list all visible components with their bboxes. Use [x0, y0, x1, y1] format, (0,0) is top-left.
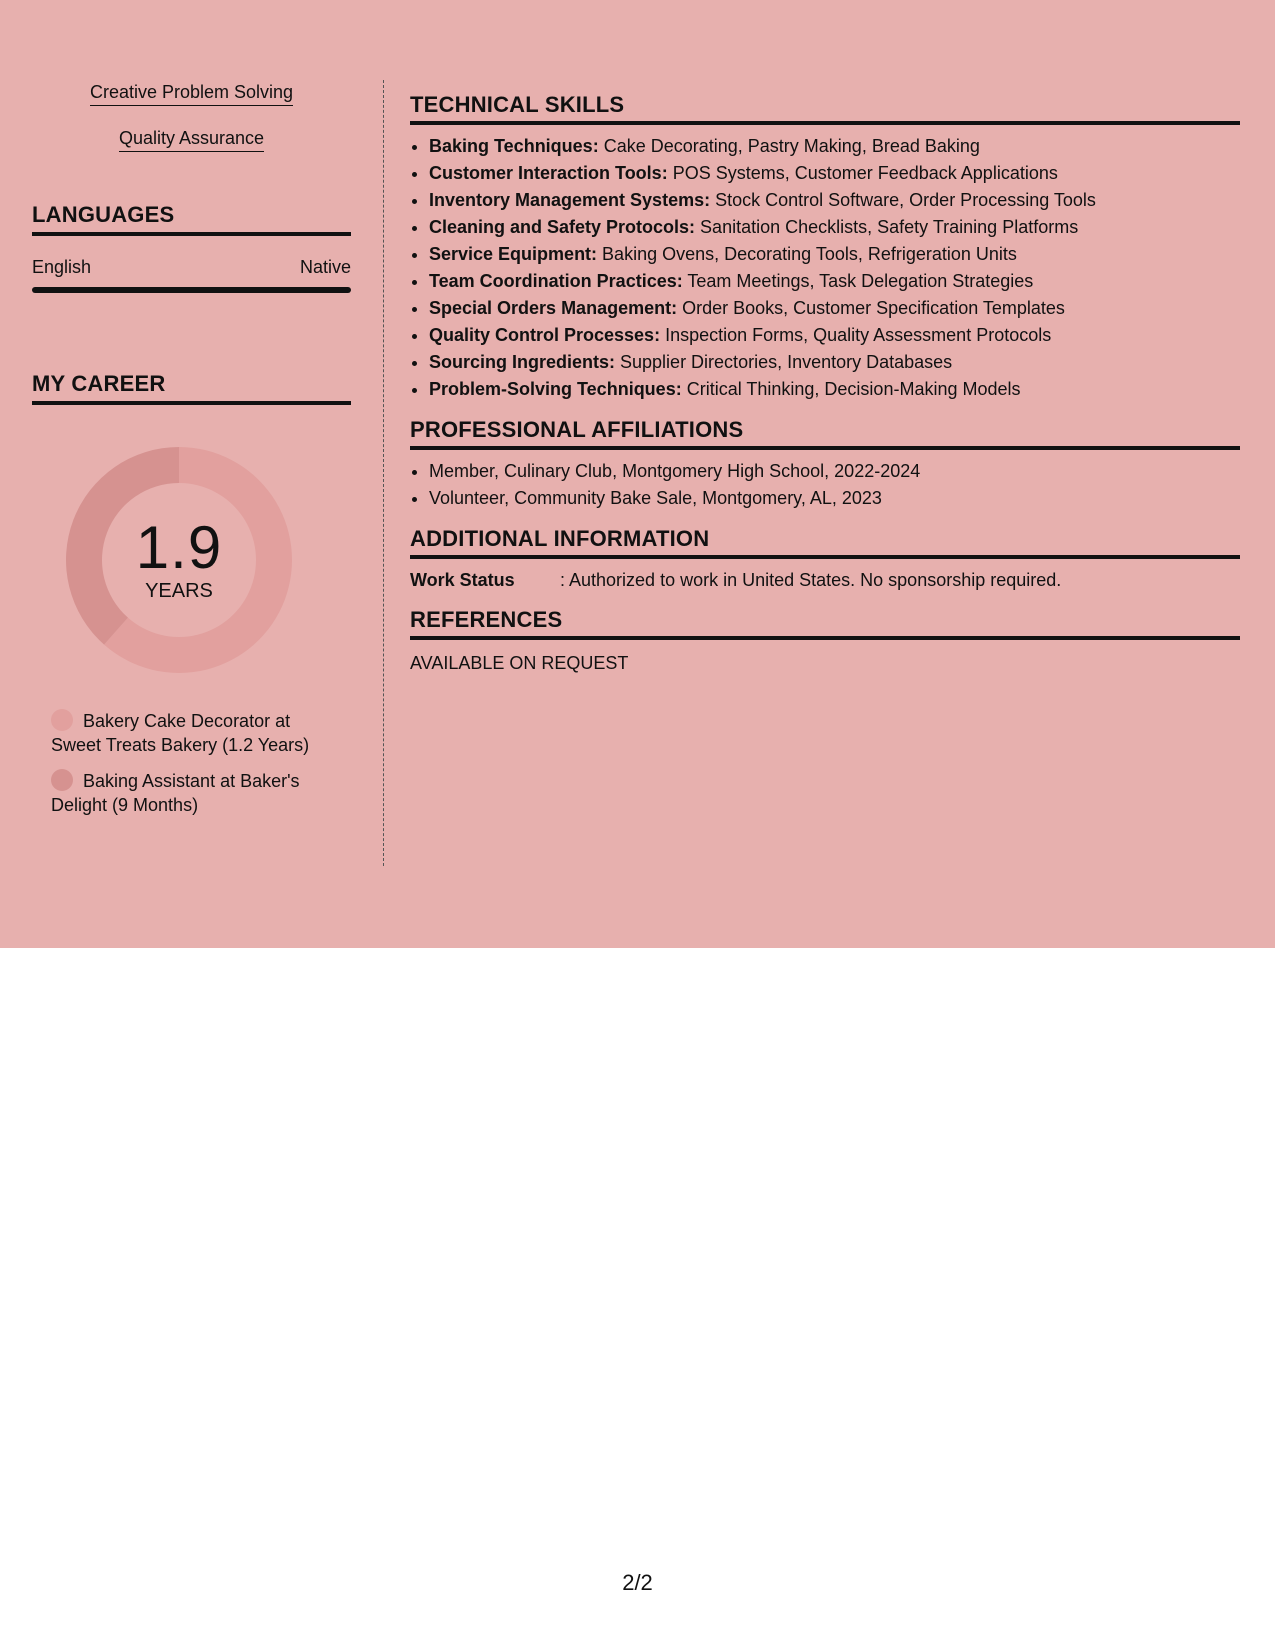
list-item	[429, 268, 1240, 295]
skill-detail: POS Systems, Customer Feedback Applications	[667, 163, 1058, 183]
list-item: • Volunteer, Community Bake Sale, Montgomery, AL, 2023	[429, 485, 1240, 512]
skill-detail: Inspection Forms, Quality Assessment Protocols	[660, 325, 1052, 345]
skill-detail: Order Books, Customer Specification Templates	[677, 298, 1065, 318]
skill-detail: Cake Decorating, Pastry Making, Bread Baking	[598, 136, 980, 156]
career-total-years: 1.9	[135, 514, 223, 581]
technical-skills-list	[410, 133, 1240, 403]
career-heading: MY CAREER	[32, 371, 351, 405]
list-item	[429, 376, 1240, 403]
right-column	[410, 92, 1240, 676]
skill-detail: Baking Ovens, Decorating Tools, Refrigeration Units	[597, 244, 1017, 264]
references-heading: REFERENCES	[410, 607, 1240, 640]
skill-category: Sourcing Ingredients:	[429, 352, 616, 372]
skill-link-quality-assurance[interactable]	[32, 126, 351, 152]
technical-skills-heading: TECHNICAL SKILLS	[410, 92, 1240, 125]
list-item	[429, 214, 1240, 241]
list-item	[429, 187, 1240, 214]
left-column	[32, 80, 351, 817]
list-item: • Member, Culinary Club, Montgomery High School, 2022-2024	[429, 458, 1240, 485]
skill-detail: Critical Thinking, Decision-Making Models	[681, 379, 1021, 399]
skill-link-creative-problem-solving[interactable]	[32, 80, 351, 106]
language-level: Native	[299, 257, 351, 277]
list-item	[429, 295, 1240, 322]
affiliations-list	[410, 458, 1240, 512]
skill-category: Inventory Management Systems:	[429, 190, 711, 210]
career-total-unit: YEARS	[145, 580, 213, 602]
skill-detail: Stock Control Software, Order Processing Tools	[710, 190, 1096, 210]
references-text: AVAILABLE ON REQUEST	[410, 653, 629, 673]
skill-category: Special Orders Management:	[429, 298, 678, 318]
skill-category: Quality Control Processes:	[429, 325, 661, 345]
skill-category: Service Equipment:	[429, 244, 598, 264]
legend-item-bakers-delight	[51, 769, 332, 817]
list-item	[429, 322, 1240, 349]
legend-dot-icon	[51, 709, 73, 731]
legend-dot-icon	[51, 769, 73, 791]
skill-category: Cleaning and Safety Protocols:	[429, 217, 696, 237]
language-proficiency-bar	[32, 287, 351, 293]
career-legend	[32, 709, 332, 817]
skill-detail: Team Meetings, Task Delegation Strategies	[682, 271, 1034, 291]
legend-label: Bakery Cake Decorator at Sweet Treats Bakery (1.2 Years)	[51, 711, 310, 755]
affiliations-heading: PROFESSIONAL AFFILIATIONS	[410, 417, 1240, 450]
list-item	[429, 241, 1240, 268]
skill-detail: Supplier Directories, Inventory Databases	[615, 352, 953, 372]
list-item	[429, 349, 1240, 376]
skill-label: Quality Assurance	[119, 126, 264, 152]
language-name: English	[32, 257, 92, 277]
skill-category: Problem-Solving Techniques:	[429, 379, 682, 399]
language-row	[32, 256, 351, 278]
legend-label: Baking Assistant at Baker's Delight (9 Months)	[51, 771, 300, 815]
list-item	[429, 133, 1240, 160]
skill-category: Team Coordination Practices:	[429, 271, 683, 291]
work-status-row	[410, 567, 1240, 593]
page-number: 2/2	[622, 1570, 653, 1595]
skill-detail: Sanitation Checklists, Safety Training Platforms	[695, 217, 1079, 237]
skill-category: Customer Interaction Tools:	[429, 163, 668, 183]
additional-info-heading: ADDITIONAL INFORMATION	[410, 526, 1240, 559]
work-status-label: Work Status	[410, 570, 515, 590]
work-status-value: : Authorized to work in United States. No sponsorship required.	[560, 570, 1062, 590]
skill-category: Baking Techniques:	[429, 136, 599, 156]
career-donut-chart	[66, 447, 292, 673]
donut-center	[66, 447, 292, 673]
legend-item-sweet-treats	[51, 709, 332, 757]
list-item	[429, 160, 1240, 187]
skill-label: Creative Problem Solving	[90, 80, 293, 106]
column-divider	[383, 80, 384, 866]
languages-heading: LANGUAGES	[32, 202, 351, 236]
